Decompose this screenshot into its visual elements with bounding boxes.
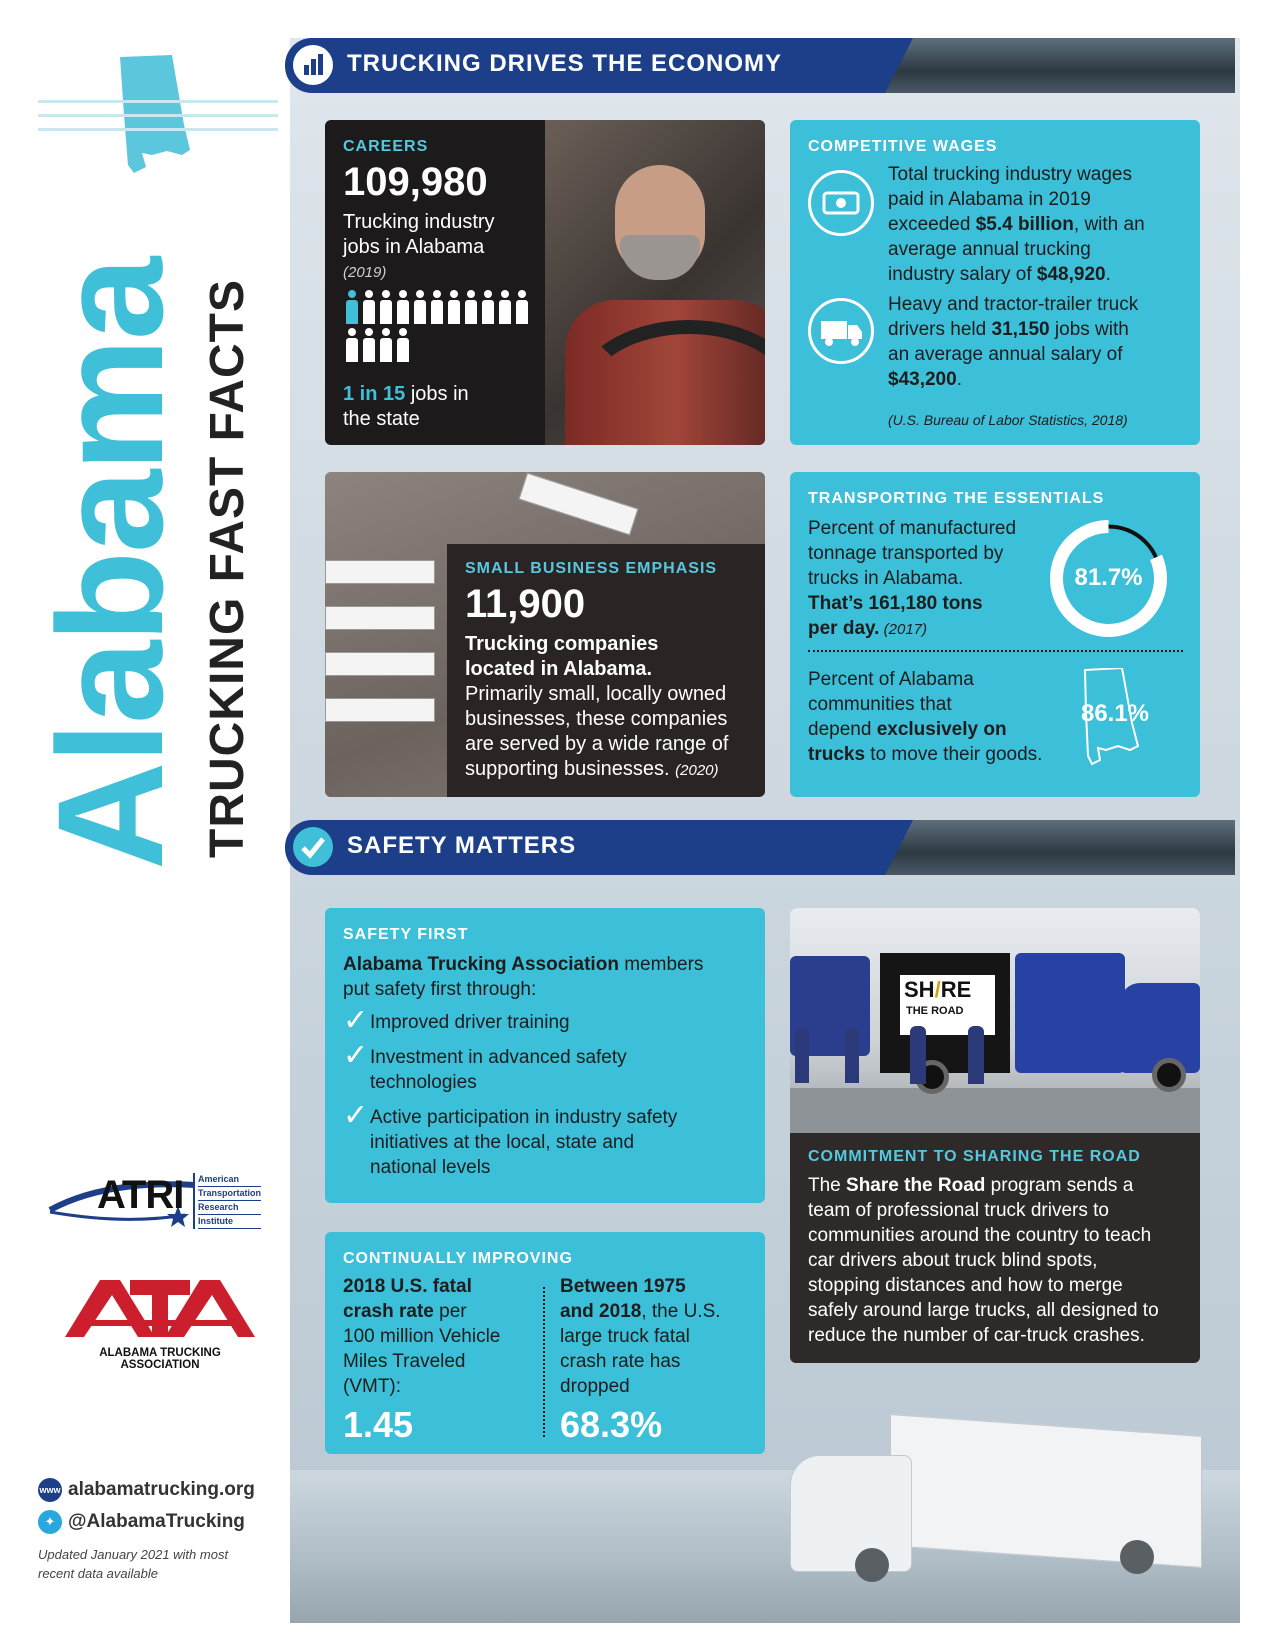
person-icon bbox=[362, 290, 375, 324]
wages-paragraph: Total trucking industry wages paid in Alabama in 2019 exceeded $5.4 billion, with an average annual trucking industry salary of $48,920. bbox=[888, 164, 1145, 285]
tonnage-percent: 81.7% bbox=[1074, 564, 1143, 591]
tonnage-paragraph: Percent of manufactured tonnage transported by trucks in Alabama. That’s 161,180 tons per day. (2017) bbox=[808, 518, 1017, 639]
safety-intro: Alabama Trucking Association members put safety first through: bbox=[343, 954, 704, 1000]
truck-cab-image bbox=[790, 1455, 912, 1572]
person-icon bbox=[447, 290, 460, 324]
crash-rate-value: 1.45 bbox=[343, 1404, 414, 1445]
driver-figure bbox=[795, 1028, 809, 1083]
atri-logo bbox=[45, 1165, 275, 1235]
share-logo-text: THE ROAD bbox=[906, 1005, 964, 1017]
small-business-number: 11,900 bbox=[465, 582, 586, 626]
state-title: Alabama bbox=[26, 258, 194, 870]
person-icon bbox=[413, 290, 426, 324]
person-icon bbox=[498, 290, 511, 324]
person-icon bbox=[379, 328, 392, 362]
update-note: Updated January 2021 with most recent data available bbox=[38, 1547, 229, 1581]
safety-item: Active participation in industry safety initiatives at the local, state and national levels bbox=[370, 1107, 678, 1178]
person-icon bbox=[362, 328, 375, 362]
economy-banner-title: TRUCKING DRIVES THE ECONOMY bbox=[347, 50, 783, 77]
small-business-description: Trucking companies located in Alabama. Primarily small, locally owned businesses, these companies are served by a wide range of supporting businesses. (2020) bbox=[465, 633, 729, 780]
checkmark-icon: ✓ bbox=[343, 1099, 369, 1132]
atri-wordmark: ATRI bbox=[97, 1173, 184, 1217]
drivers-paragraph: Heavy and tractor-trailer truck drivers held 31,150 jobs with an average annual salary of $43,200. bbox=[888, 294, 1139, 390]
truck-wheel bbox=[855, 1548, 889, 1582]
share-the-road-photo bbox=[790, 908, 1200, 1133]
driver-photo bbox=[545, 120, 765, 445]
checkmark-icon bbox=[293, 827, 333, 867]
crash-drop-value: 68.3% bbox=[560, 1404, 663, 1445]
person-icon bbox=[464, 290, 477, 324]
essentials-card bbox=[790, 472, 1200, 797]
jobs-ratio: 1 in 15 jobs in the state bbox=[343, 383, 469, 430]
vertical-title bbox=[20, 0, 280, 870]
person-icon bbox=[345, 328, 358, 362]
share-logo-text: SH/RE bbox=[904, 977, 972, 1002]
dotted-divider bbox=[808, 650, 1183, 652]
safety-first-heading: SAFETY FIRST bbox=[343, 926, 469, 943]
twitter-link[interactable]: ✦ @AlabamaTrucking bbox=[38, 1510, 245, 1534]
person-icon bbox=[379, 290, 392, 324]
person-icon bbox=[515, 290, 528, 324]
page-subtitle: TRUCKING FAST FACTS bbox=[201, 279, 254, 858]
safety-item: Improved driver training bbox=[370, 1012, 570, 1033]
wages-card bbox=[790, 120, 1200, 445]
improving-heading: CONTINUALLY IMPROVING bbox=[343, 1250, 573, 1267]
safety-banner bbox=[285, 820, 1235, 875]
atri-full-name: American Transportation Research Institute bbox=[193, 1173, 261, 1229]
share-the-road-card bbox=[790, 908, 1200, 1363]
person-icon bbox=[345, 290, 358, 324]
twitter-icon: ✦ bbox=[38, 1510, 62, 1534]
continually-improving-card bbox=[325, 1232, 765, 1454]
person-icon bbox=[396, 290, 409, 324]
ata-caption: ALABAMA TRUCKING ASSOCIATION bbox=[99, 1347, 221, 1371]
driver-figure bbox=[845, 1028, 859, 1083]
driver-figure bbox=[910, 1026, 926, 1084]
small-business-text-panel bbox=[447, 544, 765, 797]
small-business-heading: SMALL BUSINESS EMPHASIS bbox=[465, 560, 718, 577]
wages-source: (U.S. Bureau of Labor Statistics, 2018) bbox=[888, 412, 1128, 428]
safety-item: Investment in advanced safety technologies bbox=[370, 1047, 627, 1093]
essentials-heading: TRANSPORTING THE ESSENTIALS bbox=[808, 490, 1105, 507]
careers-number: 109,980 bbox=[343, 160, 488, 204]
truck-trailer-image bbox=[890, 1414, 1202, 1568]
trailer-image bbox=[325, 698, 435, 722]
truck-icon bbox=[808, 298, 874, 364]
safety-banner-title: SAFETY MATTERS bbox=[347, 832, 577, 859]
wages-heading: COMPETITIVE WAGES bbox=[808, 138, 998, 155]
careers-heading: CAREERS bbox=[343, 138, 429, 155]
ata-logo bbox=[60, 1275, 260, 1371]
crash-rate-text: 2018 U.S. fatal crash rate per 100 million Vehicle Miles Traveled (VMT): bbox=[343, 1276, 501, 1397]
truck-wheel bbox=[1120, 1540, 1154, 1574]
communities-percent: 86.1% bbox=[1080, 700, 1150, 727]
dotted-divider bbox=[543, 1287, 545, 1437]
trailer-image bbox=[325, 560, 435, 584]
checkmark-icon: ✓ bbox=[343, 1004, 369, 1037]
bar-chart-icon bbox=[293, 45, 333, 85]
checkmark-icon: ✓ bbox=[343, 1039, 369, 1072]
person-icon bbox=[430, 290, 443, 324]
share-the-road-trailer bbox=[880, 953, 1010, 1073]
money-icon bbox=[808, 170, 874, 236]
trailer-image bbox=[325, 652, 435, 676]
economy-banner bbox=[285, 38, 1235, 93]
driver-figure bbox=[968, 1026, 984, 1084]
share-heading: COMMITMENT TO SHARING THE ROAD bbox=[808, 1148, 1141, 1165]
person-icon bbox=[396, 328, 409, 362]
crash-drop-text: Between 1975 and 2018, the U.S. large truck fatal crash rate has dropped bbox=[560, 1276, 721, 1397]
trailer-image bbox=[325, 606, 435, 630]
people-icon-grid bbox=[345, 290, 535, 362]
small-business-card bbox=[325, 472, 765, 797]
web-icon: www bbox=[38, 1478, 62, 1502]
share-description: The Share the Road program sends a team of professional truck drivers to communities around the country to teach car drivers about truck blind spots, stopping distances and how to merge safely around large trucks, all designed to reduce the number of car-truck crashes. bbox=[808, 1175, 1159, 1346]
safety-first-card bbox=[325, 908, 765, 1203]
careers-description: Trucking industry jobs in Alabama (2019) bbox=[343, 211, 495, 281]
communities-paragraph: Percent of Alabama communities that depend exclusively on trucks to move their goods. bbox=[808, 669, 1043, 765]
website-link[interactable]: www alabamatrucking.org bbox=[39, 1479, 255, 1501]
person-icon bbox=[481, 290, 494, 324]
careers-card bbox=[325, 120, 765, 445]
